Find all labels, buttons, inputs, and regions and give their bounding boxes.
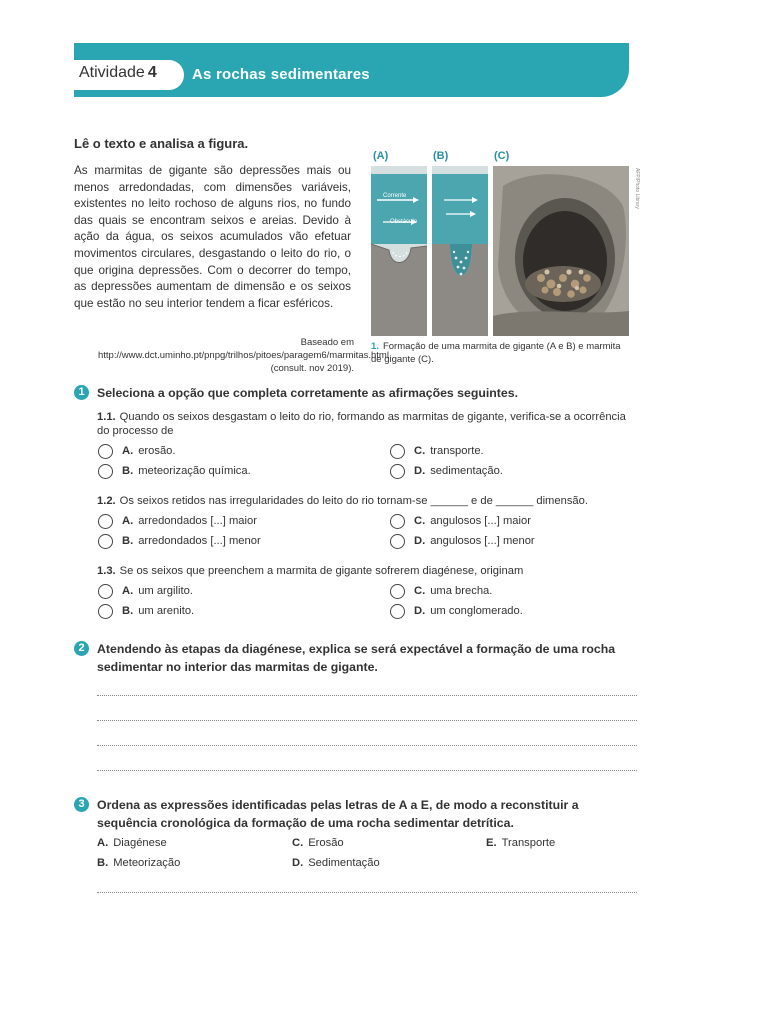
question-1-badge: 1: [74, 385, 89, 400]
answer-line-q2-4[interactable]: [97, 770, 637, 771]
subquestion-1-3-number: 1.3.: [97, 565, 116, 577]
option-1-2-a: A. arredondados [...] maior: [122, 515, 257, 527]
radio-1-3-b[interactable]: [98, 604, 113, 619]
subquestion-1-3: [97, 564, 637, 578]
radio-1-3-c[interactable]: [390, 584, 405, 599]
answer-line-q2-2[interactable]: [97, 720, 637, 721]
option-1-2-d: D. angulosos [...] menor: [414, 535, 535, 547]
option-1-3-c: C. uma brecha.: [414, 585, 493, 597]
question-3-text: Ordena as expressões identificadas pelas letras de A a E, de modo a reconstituir a sequência cronológica da formação de uma rocha sedimentar detrítica.: [97, 798, 579, 830]
answer-line-q2-3[interactable]: [97, 745, 637, 746]
subquestion-1-1: [97, 410, 637, 438]
radio-1-1-c[interactable]: [390, 444, 405, 459]
radio-1-1-b[interactable]: [98, 464, 113, 479]
subquestion-1-2-text: Os seixos retidos nas irregularidades do leito do rio tornam-se ______ e de ______ dimensão.: [119, 495, 588, 507]
subquestion-1-1-number: 1.1.: [97, 411, 116, 423]
option-1-1-b: B. meteorização química.: [122, 465, 251, 477]
radio-1-2-b[interactable]: [98, 534, 113, 549]
sequence-item-c: C. Erosão: [292, 837, 344, 849]
option-1-1-a: A. erosão.: [122, 445, 176, 457]
radio-1-3-a[interactable]: [98, 584, 113, 599]
source-citation: Baseado em http://www.dct.uminho.pt/pnpg/trilhos/pitoes/paragem6/marmitas.html (consult. nov 2019).: [98, 337, 389, 374]
figure-inner-label-obstacle: Obstáculo: [390, 219, 418, 225]
activity-title: As rochas sedimentares: [192, 66, 370, 83]
radio-1-1-d[interactable]: [390, 464, 405, 479]
sequence-item-b: B. Meteorização: [97, 857, 181, 869]
answer-line-q3[interactable]: [97, 892, 637, 893]
option-1-2-c: C. angulosos [...] maior: [414, 515, 531, 527]
radio-1-2-d[interactable]: [390, 534, 405, 549]
subquestion-1-3-text: Se os seixos que preenchem a marmita de gigante sofrerem diagénese, originam: [119, 565, 524, 577]
option-1-3-a: A. um argilito.: [122, 585, 193, 597]
radio-1-1-a[interactable]: [98, 444, 113, 459]
option-1-3-b: B. um arenito.: [122, 605, 195, 617]
figure-caption: [371, 340, 621, 366]
activity-label: [79, 64, 157, 82]
figure-caption-number: 1.: [371, 341, 379, 352]
question-1-text: Seleciona a opção que completa corretamente as afirmações seguintes.: [97, 386, 518, 400]
figure-caption-text: Formação de uma marmita de gigante (A e B) e marmita de gigante (C).: [371, 341, 621, 365]
question-2-text: Atendendo às etapas da diagénese, explica se será expectável a formação de uma rocha sedimentar no interior das marmitas de gigante.: [97, 642, 616, 674]
activity-word: Atividade: [79, 64, 145, 81]
subquestion-1-2: [97, 494, 642, 508]
question-2-badge: 2: [74, 641, 89, 656]
figure-label-c: (C): [494, 150, 510, 162]
figure-panel-b: [432, 166, 488, 336]
figure-panel-a: [371, 166, 427, 336]
option-1-2-b: B. arredondados [...] menor: [122, 535, 261, 547]
answer-line-q2-1[interactable]: [97, 695, 637, 696]
figure-photo-credit: AFP/Photo Library: [634, 168, 640, 209]
instruction-text: Lê o texto e analisa a figura.: [74, 136, 249, 151]
intro-paragraph: As marmitas de gigante são depressões mais ou menos arredondadas, com dimensões variáveis, existentes no leito rochoso de alguns rios, no fundo das quais se encontram seixos e areias. Devido à ação da água, os seixos acumulados vão efetuar movimentos circulares, desgastando o leito do rio, o que origina depressões. Com o decorrer do tempo, as depressões aumentam de dimensão e os seixos que estão no seu interior tendem a ficar esféricos.: [74, 164, 351, 310]
sequence-item-e: E. Transporte: [486, 837, 556, 849]
question-3-badge: 3: [74, 797, 89, 812]
sequence-item-a: A. Diagénese: [97, 837, 167, 849]
figure-inner-label-current: Corrente: [383, 193, 407, 199]
radio-1-2-a[interactable]: [98, 514, 113, 529]
subquestion-1-2-number: 1.2.: [97, 495, 116, 507]
option-1-1-c: C. transporte.: [414, 445, 484, 457]
radio-1-2-c[interactable]: [390, 514, 405, 529]
activity-number: 4: [147, 64, 157, 81]
figure-label-b: (B): [433, 150, 449, 162]
figure-panel-c-photo: [493, 166, 629, 336]
subquestion-1-1-text: Quando os seixos desgastam o leito do rio, formando as marmitas de gigante, verifica-se a ocorrência do processo de: [97, 411, 626, 437]
radio-1-3-d[interactable]: [390, 604, 405, 619]
option-1-3-d: D. um conglomerado.: [414, 605, 523, 617]
option-1-1-d: D. sedimentação.: [414, 465, 503, 477]
sequence-item-d: D. Sedimentação: [292, 857, 380, 869]
figure-label-a: (A): [373, 150, 389, 162]
